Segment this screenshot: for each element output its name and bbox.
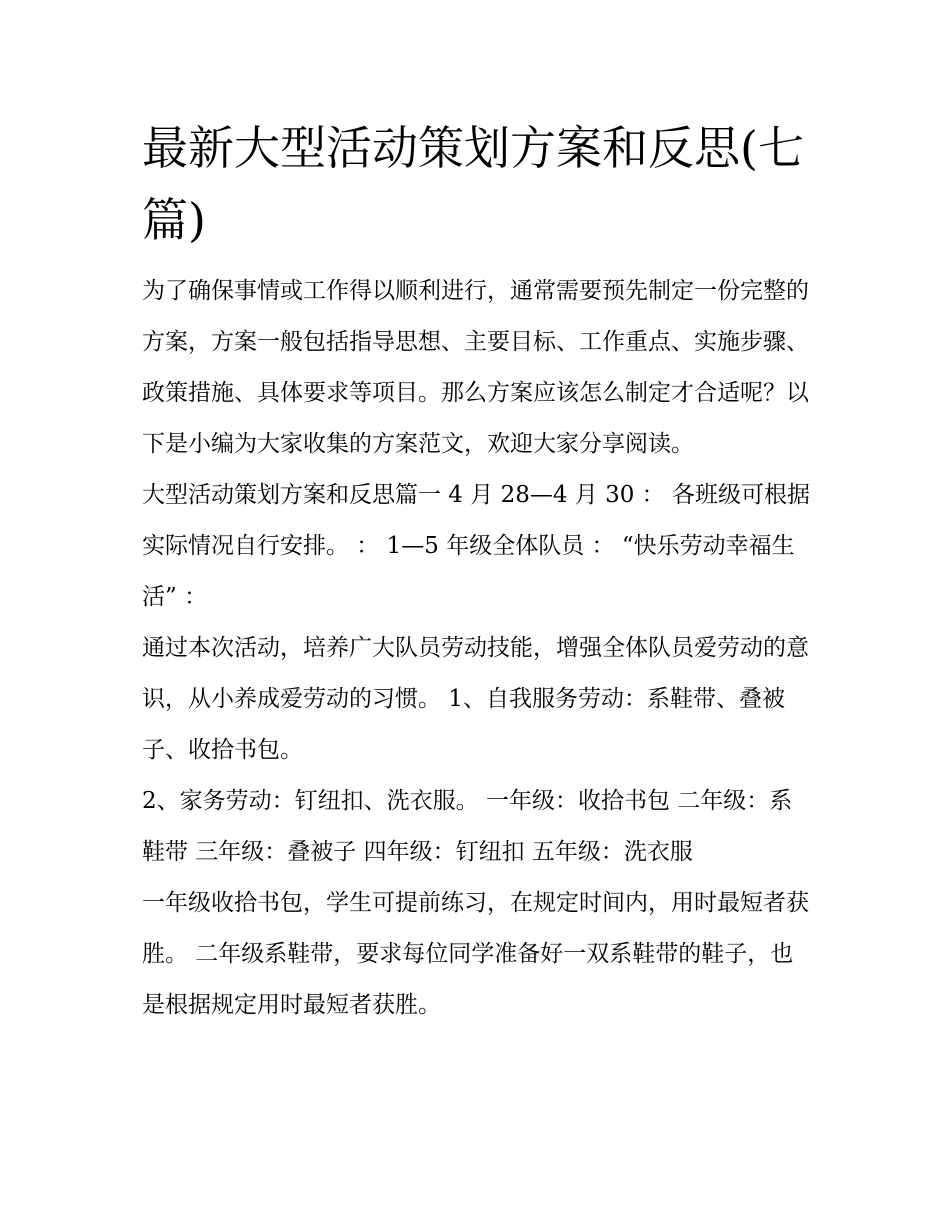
document-title: 最新大型活动策划方案和反思(七篇) — [142, 121, 804, 247]
paragraph-housework: 2、家务劳动：钉纽扣、洗衣服。 一年级：收拾书包 二年级：系鞋带 三年级：叠被子 四年级：钉纽扣 五年级：洗衣服 — [142, 788, 793, 865]
paragraph-schedule: 大型活动策划方案和反思篇一 4 月 28—4 月 30 ： 各班级可根据实际情况自行安排。 ： 1—5 年级全体队员 ： “快乐劳动幸福生活” ： — [142, 482, 810, 610]
paragraph-intro: 为了确保事情或工作得以顺利进行，通常需要预先制定一份完整的方案，方案一般包括指导思想、主要目标、工作重点、实施步骤、政策措施、具体要求等项目。那么方案应该怎么制定才合适呢？以下是小编为大家收集的方案范文，欢迎大家分享阅读。 — [142, 278, 809, 457]
paragraph-purpose: 通过本次活动，培养广大队员劳动技能，增强全体队员爱劳动的意识，从小养成爱劳动的习惯。 1、自我服务劳动：系鞋带、叠被子、收拾书包。 — [142, 635, 809, 763]
paragraph-rules: 一年级收拾书包，学生可提前练习，在规定时间内，用时最短者获胜。 二年级系鞋带，要求每位同学准备好一双系鞋带的鞋子，也是根据规定用时最短者获胜。 — [142, 890, 809, 1018]
document-body — [142, 112, 812, 1031]
